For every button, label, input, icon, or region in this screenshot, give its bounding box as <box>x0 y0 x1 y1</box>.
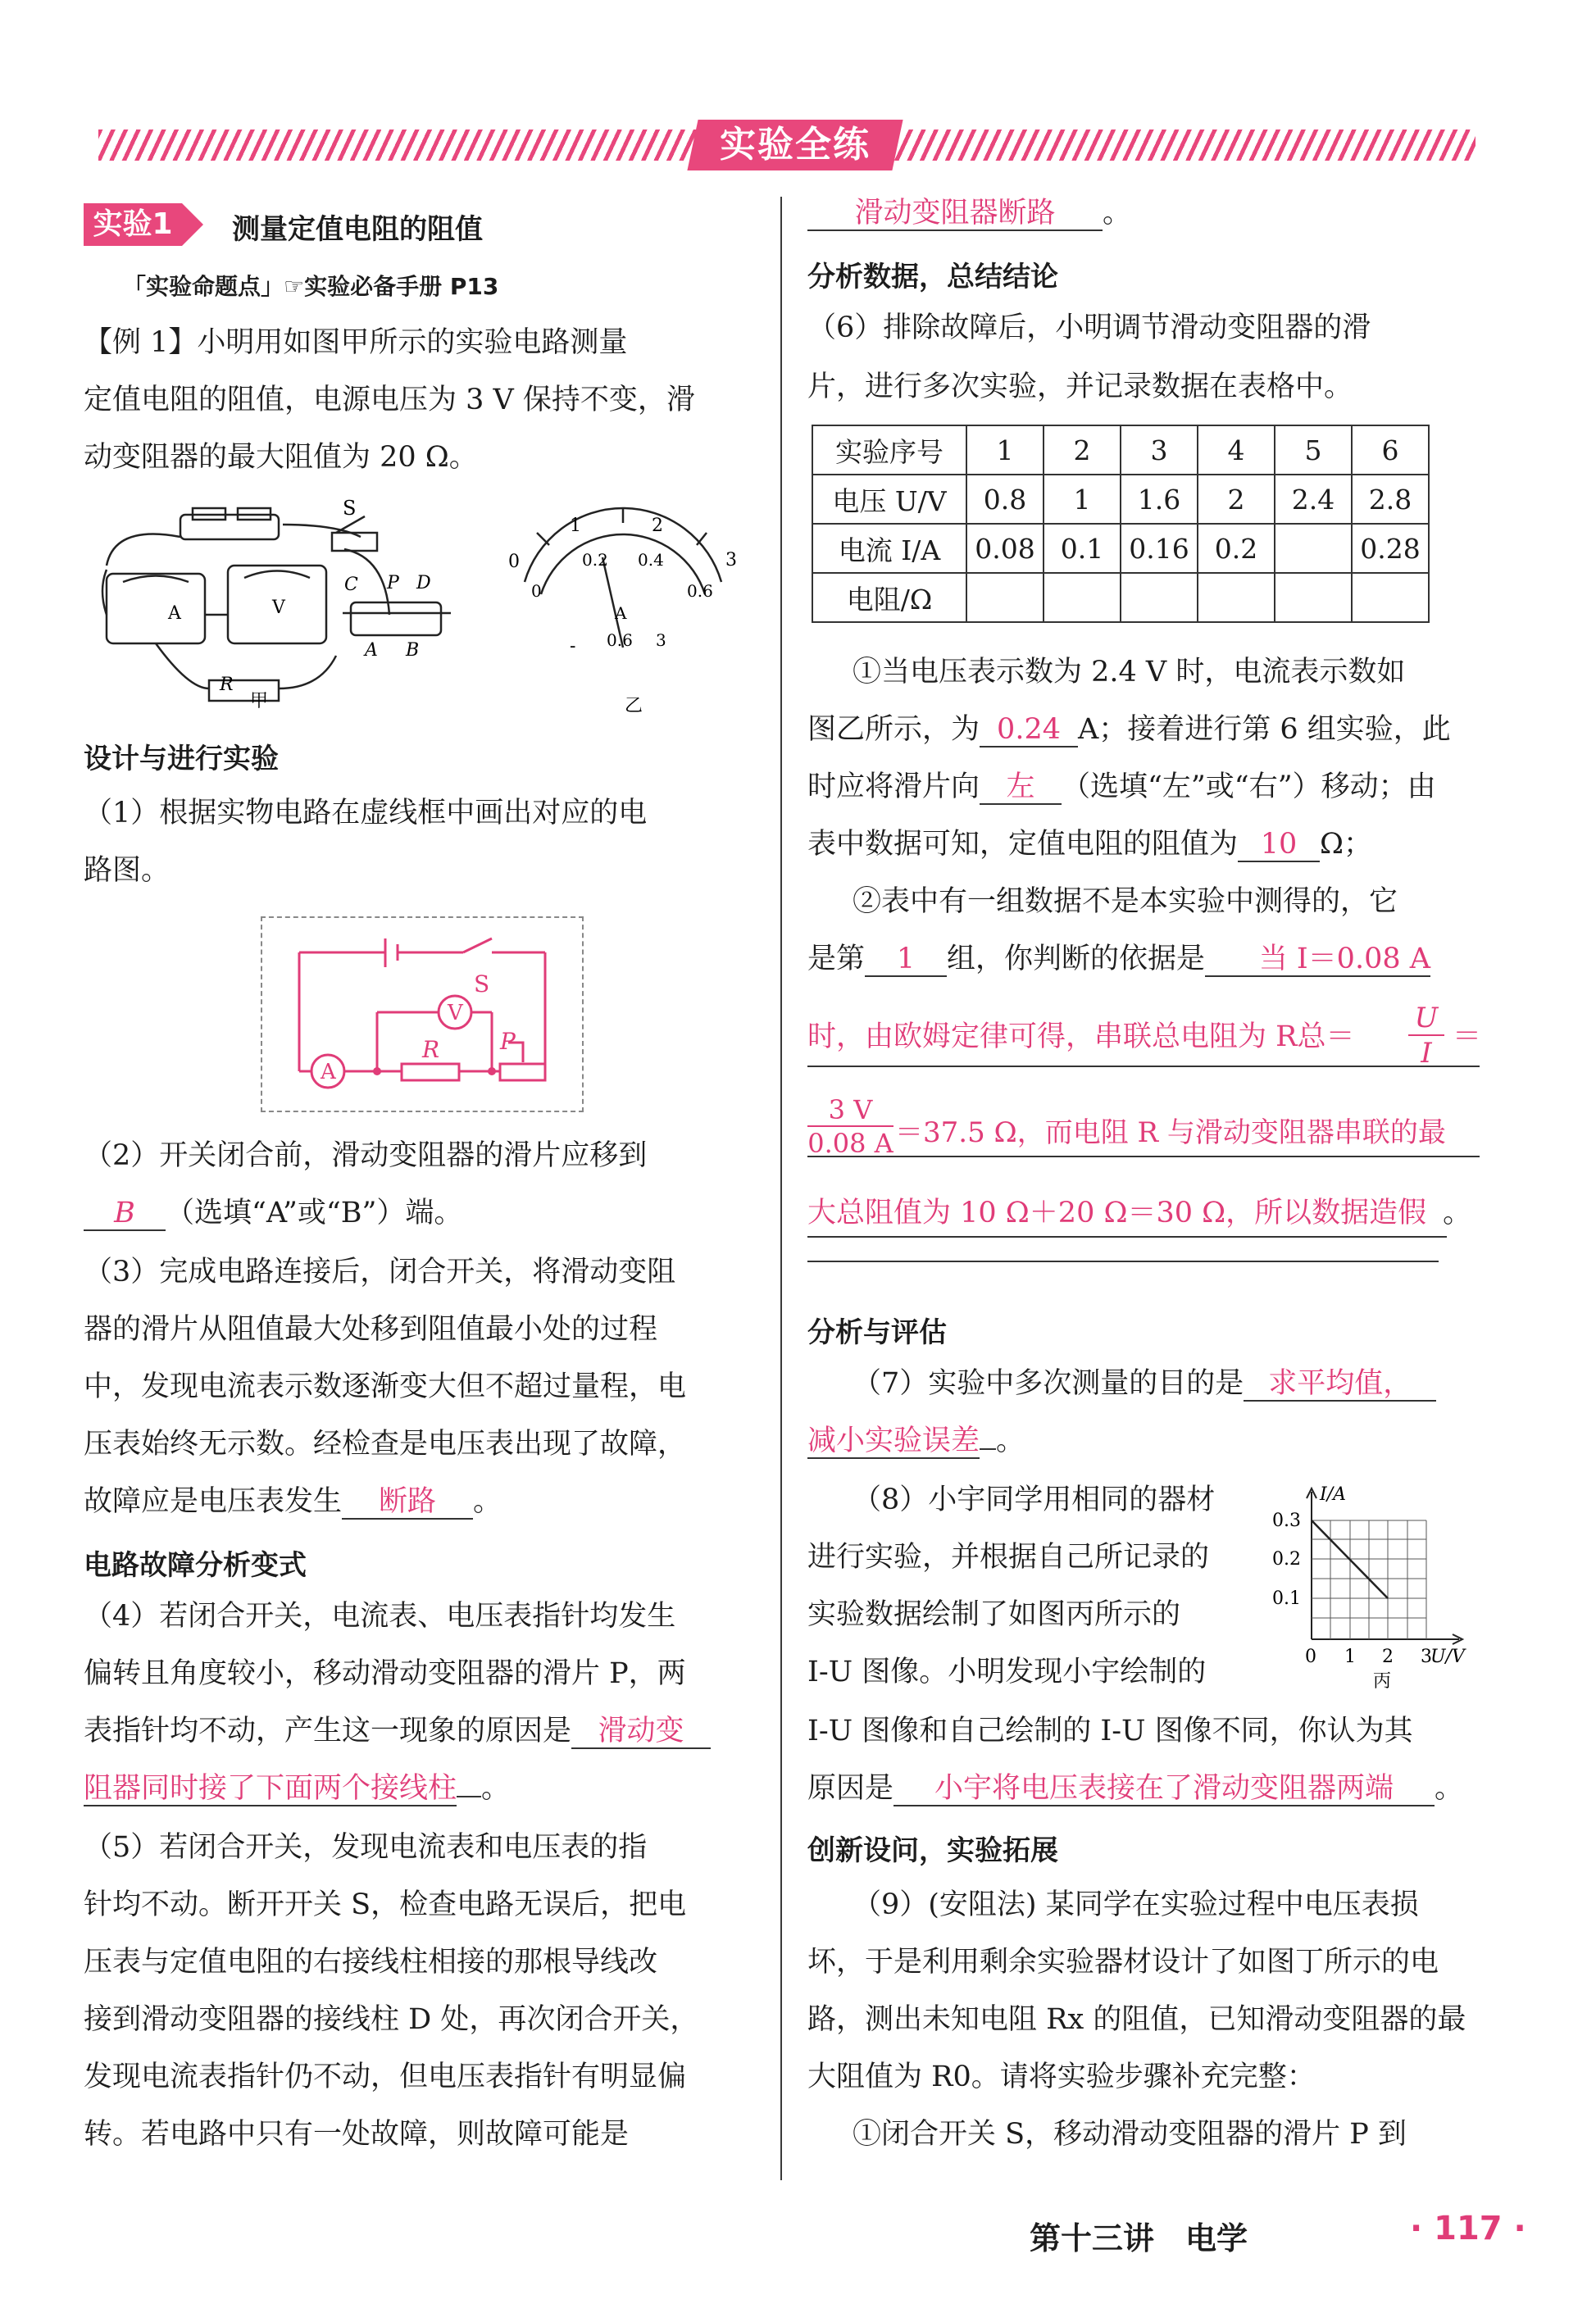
circuit-label-V: V <box>448 1001 463 1025</box>
table-cell <box>1352 573 1429 622</box>
q2-line-2 <box>84 1197 462 1231</box>
q3-line-5 <box>84 1485 502 1520</box>
table-cell: 电流 I/A <box>812 524 966 573</box>
q1-line-1: （1）根据实物电路在虚线框中画出对应的电 <box>84 797 648 829</box>
q7-line-1-text: （7）实验中多次测量的目的是 <box>853 1367 1244 1400</box>
q6-sub2-line-1: ②表中有一组数据不是本实验中测得的，它 <box>853 885 1398 918</box>
fraction2-numerator: 3 V <box>807 1094 893 1127</box>
section-fault: 电路故障分析变式 <box>84 1549 307 1582</box>
yi-tick-2: 2 <box>652 516 663 536</box>
experiment-title: 测量定值电阻的阻值 <box>232 213 483 246</box>
page-number: · 117 · <box>1410 2210 1526 2247</box>
q7-answer-2: 减小实验误差 <box>807 1425 980 1457</box>
q4-end: 。 <box>481 1772 511 1805</box>
q3-line-4: 压表始终无示数。经检查是电压表出现了故障， <box>84 1428 687 1461</box>
circuit-label-R: R <box>422 1036 440 1063</box>
q6-sub1-l2b: A；接着进行第 6 组实验，此 <box>1078 713 1451 746</box>
jia-label-S: S <box>343 497 357 520</box>
q6-reason-line-2 <box>807 1020 1354 1053</box>
q9-line-5: ①闭合开关 S，移动滑动变阻器的滑片 P 到 <box>853 2118 1407 2151</box>
q6-answer-resistance: 10 <box>1238 828 1320 862</box>
q5-end: 。 <box>1103 197 1132 229</box>
yi-tick-0.2: 0.2 <box>582 550 608 570</box>
q7-line-1 <box>853 1367 1436 1402</box>
fraction2-denominator: 0.08 A <box>807 1128 893 1159</box>
q6-sub1-l2a: 图乙所示，为 <box>807 713 980 746</box>
q2-line-1: （2）开关闭合前，滑动变阻器的滑片应移到 <box>84 1139 648 1172</box>
jia-label-R: R <box>220 675 234 695</box>
q5-answer: 滑动变阻器断路 <box>807 197 1103 231</box>
q5-line-3: 压表与定值电阻的右接线柱相接的那根导线改 <box>84 1946 658 1979</box>
q8-end: 。 <box>1435 1772 1464 1805</box>
q8-line-6-text: 原因是 <box>807 1772 894 1805</box>
fraction-U-over-I <box>1408 1002 1444 1070</box>
q4-line-4 <box>84 1772 510 1805</box>
q3-line-3: 中，发现电流表示数逐渐变大但不超过量程，电 <box>84 1370 687 1403</box>
yi-tick-3: 3 <box>725 550 737 570</box>
jia-label-C: C <box>344 575 358 595</box>
table-cell: 0.08 <box>966 524 1044 573</box>
bing-axis-x: U/V <box>1430 1647 1465 1667</box>
bing-y-tick: 0.3 <box>1272 1511 1301 1531</box>
q6-reason-underline-4 <box>807 1236 1447 1238</box>
q3-line-5-text: 故障应是电压表发生 <box>84 1485 343 1518</box>
q9-line-4: 大阻值为 R0。请将实验步骤补充完整： <box>807 2061 1316 2093</box>
fraction-3V-over-0.08A <box>807 1094 893 1160</box>
section-design: 设计与进行实验 <box>84 743 279 775</box>
table-cell <box>1275 524 1352 573</box>
section-analyze-data: 分析数据，总结结论 <box>807 261 1058 293</box>
q6-reason-underline-3 <box>807 1156 1480 1157</box>
bing-x-tick: 1 <box>1344 1647 1356 1667</box>
bing-axis-y: I/A <box>1320 1484 1346 1505</box>
table-cell: 1.6 <box>1121 475 1198 524</box>
table-cell: 0.8 <box>966 475 1044 524</box>
fraction-denominator: I <box>1421 1037 1432 1070</box>
yi-terminal-minus: - <box>570 636 576 657</box>
bing-x-tick: 3 <box>1421 1647 1432 1667</box>
q3-end: 。 <box>473 1485 502 1518</box>
q7-end: 。 <box>996 1425 1025 1457</box>
answer-circuit-diagram <box>262 918 582 1111</box>
q4-line-2: 偏转且角度较小，移动滑动变阻器的滑片 P，两 <box>84 1657 686 1690</box>
figure-yi-ammeter-dial <box>492 500 754 721</box>
table-cell: 电阻/Ω <box>812 573 966 622</box>
q8-line-5: I-U 图像和自己绘制的 I-U 图像不同，你认为其 <box>807 1715 1413 1747</box>
example-line-3: 动变阻器的最大阻值为 20 Ω。 <box>84 441 478 474</box>
q6-sub1-l4b: Ω； <box>1320 828 1373 861</box>
q6-sub1-l4a: 表中数据可知，定值电阻的阻值为 <box>807 828 1239 861</box>
table-header-row <box>812 425 1429 475</box>
jia-label-B-terminal: B <box>406 640 420 661</box>
table-cell <box>1121 573 1198 622</box>
q3-line-2: 器的滑片从阻值最大处移到阻值最小处的过程 <box>84 1313 658 1346</box>
table-cell: 2 <box>1198 475 1275 524</box>
q6-sub2-l2a: 是第 <box>807 943 866 975</box>
q9-line-3: 路，测出未知电阻 Rx 的阻值，已知滑动变阻器的最 <box>807 2003 1466 2036</box>
q5-line-6: 转。若电路中只有一处故障，则故障可能是 <box>84 2118 630 2151</box>
q6-sub1-line-2 <box>807 713 1451 748</box>
jia-label-D: D <box>416 573 431 593</box>
figure-yi-caption: 乙 <box>625 696 643 716</box>
q2-tail: （选填“A”或“B”）端。 <box>166 1197 463 1229</box>
q8-line-4: I-U 图像。小明发现小宇绘制的 <box>807 1656 1207 1688</box>
q8-line-1: （8）小宇同学用相同的器材 <box>853 1484 1216 1516</box>
q6-equals: ＝ <box>1453 1020 1482 1053</box>
yi-tick-1: 1 <box>570 516 581 536</box>
q4-line-3-text: 表指针均不动，产生这一现象的原因是 <box>84 1715 572 1747</box>
q6-sub1-l3a: 时应将滑片向 <box>807 770 980 803</box>
section-header: 实验全练 <box>687 120 903 170</box>
table-cell <box>1275 573 1352 622</box>
section-innovate: 创新设问，实验拓展 <box>807 1834 1058 1867</box>
q7-line-2 <box>807 1425 1025 1457</box>
q5-answer-line <box>807 197 1131 231</box>
q6-sub2-line-2 <box>807 943 1430 977</box>
yi-tick-0.6: 0.6 <box>687 581 713 601</box>
q6-answer-direction: 左 <box>980 770 1062 805</box>
q6-reason-line-3: ＝37.5 Ω，而电阻 R 与滑动变阻器串联的最 <box>895 1116 1446 1149</box>
yi-terminal-0.6: 0.6 <box>607 630 633 650</box>
q7-answer-1: 求平均值， <box>1244 1367 1436 1402</box>
q6-reason-underline-2 <box>807 1066 1480 1067</box>
q5-line-4: 接到滑动变阻器的接线柱 D 处，再次闭合开关， <box>84 2003 699 2036</box>
jia-label-V-meter: V <box>272 598 285 618</box>
table-cell: 0.16 <box>1121 524 1198 573</box>
q6-answer-group: 1 <box>865 943 947 977</box>
q6-line-2: 片，进行多次实验，并记录数据在表格中。 <box>807 370 1353 403</box>
figure-jia-physical-circuit <box>90 492 467 713</box>
q6-answer-reason-2: 时，由欧姆定律可得，串联总电阻为 R总＝ <box>807 1020 1355 1053</box>
section-evaluate: 分析与评估 <box>807 1316 947 1349</box>
experiment-tag: 实验1 <box>84 203 182 246</box>
q9-line-1: （9）(安阻法) 某同学在实验过程中电压表损 <box>853 1888 1419 1921</box>
jia-label-P: P <box>387 573 399 593</box>
q8-answer: 小宇将电压表接在了滑动变阻器两端 <box>893 1772 1435 1806</box>
bing-y-tick: 0.2 <box>1272 1549 1301 1570</box>
table-header-cell: 实验序号 <box>812 425 966 475</box>
q8-line-3: 实验数据绘制了如图丙所示的 <box>807 1598 1181 1631</box>
reference-note: 「实验命题点」☞实验必备手册 P13 <box>123 273 499 300</box>
table-row-voltage <box>812 475 1429 524</box>
table-cell: 电压 U/V <box>812 475 966 524</box>
q5-line-5: 发现电流表指针仍不动，但电压表指针有明显偏 <box>84 2061 687 2093</box>
table-cell <box>966 573 1044 622</box>
q6-sub1-line-4 <box>807 828 1372 862</box>
table-cell <box>1044 573 1121 622</box>
q2-answer: B <box>84 1197 166 1231</box>
table-row-current <box>812 524 1429 573</box>
table-cell <box>1198 573 1275 622</box>
footer-chapter-title: 第十三讲 电学 <box>1030 2220 1248 2256</box>
yi-tick-0-upper: 0 <box>508 552 520 572</box>
q6-reason-line-4 <box>807 1197 1471 1229</box>
jia-label-A-terminal: A <box>365 640 378 661</box>
q6-reason-underline-5 <box>807 1261 1439 1262</box>
table-cell: 2.8 <box>1352 475 1429 524</box>
bing-y-tick: 0.1 <box>1272 1588 1301 1609</box>
q3-answer: 断路 <box>342 1485 473 1520</box>
table-cell: 0.1 <box>1044 524 1121 573</box>
experiment-tag-arrow <box>182 203 203 246</box>
q5-line-1: （5）若闭合开关，发现电流表和电压表的指 <box>84 1831 648 1864</box>
table-header-cell: 5 <box>1275 425 1352 475</box>
bing-x-tick: 0 <box>1305 1647 1316 1667</box>
q6-answer-reason-1: 当 I＝0.08 A <box>1205 943 1430 977</box>
q6-sub2-l2b: 组，你判断的依据是 <box>947 943 1206 975</box>
figure-jia-caption: 甲 <box>250 691 269 711</box>
q8-line-6 <box>807 1772 1463 1806</box>
table-header-cell: 1 <box>966 425 1044 475</box>
example-line-1: 【例 1】小明用如图甲所示的实验电路测量 <box>84 326 628 359</box>
table-cell: 0.28 <box>1352 524 1429 573</box>
table-header-cell: 3 <box>1121 425 1198 475</box>
q6-sub1-l3b: （选填“左”或“右”）移动；由 <box>1062 770 1436 803</box>
q4-answer-2: 阻器同时接了下面两个接线柱 <box>84 1772 457 1805</box>
q5-line-2: 针均不动。断开开关 S，检查电路无误后，把电 <box>84 1888 687 1921</box>
circuit-label-S: S <box>474 970 490 997</box>
q1-line-2: 路图。 <box>84 854 171 887</box>
q6-sub1-line-3 <box>807 770 1436 805</box>
circuit-diagram-box <box>261 916 584 1112</box>
q3-line-1: （3）完成电路连接后，闭合开关，将滑动变阻 <box>84 1256 676 1288</box>
q6-line-1: （6）排除故障后，小明调节滑动变阻器的滑 <box>807 311 1371 344</box>
figure-bing-iu-graph <box>1254 1475 1492 1697</box>
column-divider <box>780 197 782 2180</box>
yi-tick-0-lower: 0 <box>531 581 542 601</box>
table-header-cell: 6 <box>1352 425 1429 475</box>
example-line-2: 定值电阻的阻值，电源电压为 3 V 保持不变，滑 <box>84 384 695 416</box>
q4-answer-1: 滑动变 <box>571 1715 711 1749</box>
table-header-cell: 2 <box>1044 425 1121 475</box>
q8-line-2: 进行实验，并根据自己所记录的 <box>807 1541 1210 1574</box>
q9-line-2: 坏，于是利用剩余实验器材设计了如图丁所示的电 <box>807 1946 1439 1979</box>
q6-answer-current: 0.24 <box>980 713 1078 748</box>
q4-line-3 <box>84 1715 711 1749</box>
table-cell: 0.2 <box>1198 524 1275 573</box>
figure-bing-caption: 丙 <box>1373 1671 1392 1692</box>
q4-line-1: （4）若闭合开关，电流表、电压表指针均发生 <box>84 1600 676 1633</box>
yi-tick-0.4: 0.4 <box>638 550 664 570</box>
q6-sub1-line-1: ①当电压表示数为 2.4 V 时，电流表示数如 <box>853 656 1406 688</box>
table-cell: 2.4 <box>1275 475 1352 524</box>
yi-unit: A <box>615 603 627 623</box>
bing-x-tick: 2 <box>1382 1647 1394 1667</box>
table-cell: 1 <box>1044 475 1121 524</box>
table-header-cell: 4 <box>1198 425 1275 475</box>
jia-label-A-meter: A <box>168 603 181 624</box>
table-row-resistance <box>812 573 1429 622</box>
yi-terminal-3: 3 <box>656 630 666 650</box>
q6-end: 。 <box>1443 1197 1472 1229</box>
circuit-label-P: P <box>500 1028 516 1055</box>
fraction-numerator: U <box>1408 1002 1444 1036</box>
q6-answer-reason-4: 大总阻值为 10 Ω＋20 Ω＝30 Ω，所以数据造假 <box>807 1197 1427 1229</box>
data-table <box>812 425 1430 623</box>
circuit-label-A: A <box>321 1060 336 1084</box>
